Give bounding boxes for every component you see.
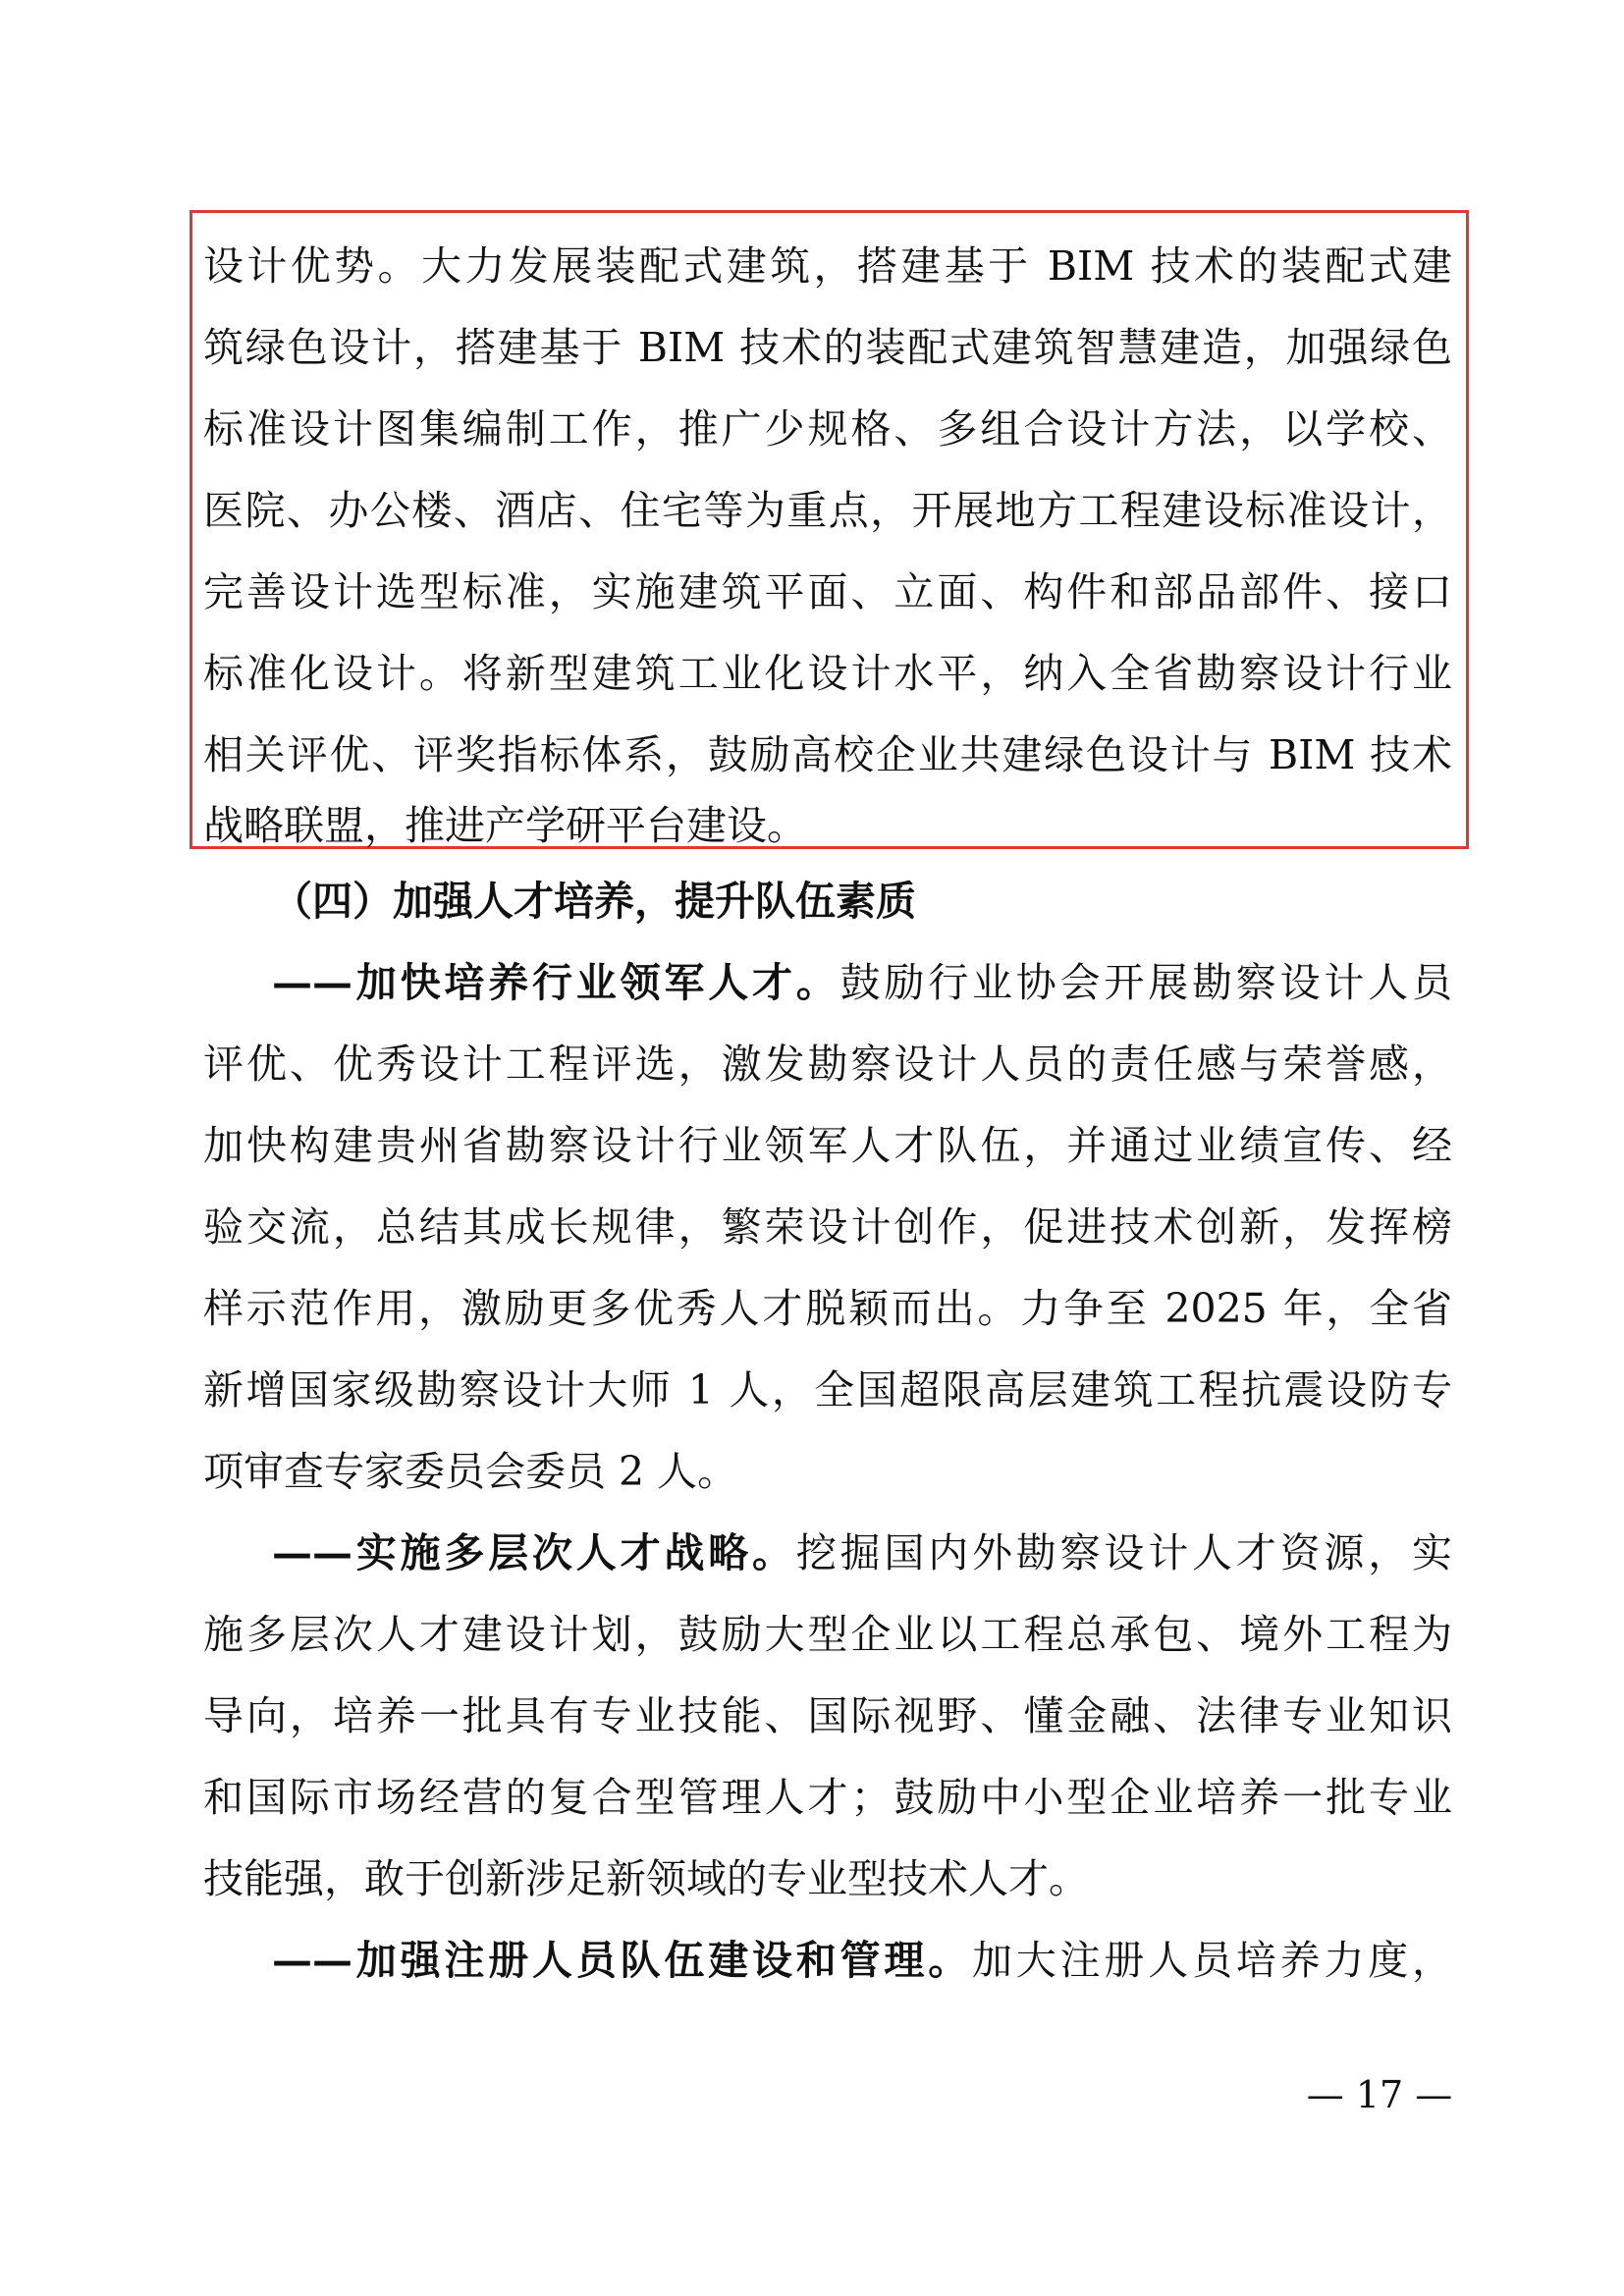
paragraph-first-line [272, 952, 1452, 1013]
highlighted-line: 医院、办公楼、酒店、住宅等为重点，开展地方工程建设标准设计， [203, 487, 1452, 534]
highlighted-line: 完善设计选型标准，实施建筑平面、立面、构件和部品部件、接口 [203, 568, 1452, 615]
highlighted-line: 相关评优、评奖指标体系，鼓励高校企业共建绿色设计与 BIM 技术 [203, 731, 1452, 778]
paragraph-line: 评优、优秀设计工程评选，激发勘察设计人员的责任感与荣誉感， [203, 1041, 1452, 1088]
paragraph-first-line [272, 1522, 1452, 1583]
paragraph-line: 施多层次人才建设计划，鼓励大型企业以工程总承包、境外工程为 [203, 1611, 1452, 1658]
paragraph-line: 加快构建贵州省勘察设计行业领军人才队伍，并通过业绩宣传、经 [203, 1122, 1452, 1169]
paragraph-line: 样示范作用，激励更多优秀人才脱颖而出。力争至 2025 年，全省 [203, 1285, 1452, 1332]
paragraph-line: 验交流，总结其成长规律，繁荣设计创作，促进技术创新，发挥榜 [203, 1203, 1452, 1251]
highlighted-line: 标准设计图集编制工作，推广少规格、多组合设计方法，以学校、 [203, 405, 1452, 453]
highlighted-line: 筑绿色设计，搭建基于 BIM 技术的装配式建筑智慧建造，加强绿色 [203, 324, 1452, 371]
paragraph-text: 挖掘国内外勘察设计人才资源，实 [795, 1529, 1453, 1576]
page-number: — 17 — [1306, 2073, 1453, 2116]
paragraph-line: 导向，培养一批具有专业技能、国际视野、懂金融、法律专业知识 [203, 1692, 1452, 1739]
paragraph-line: 和国际市场经营的复合型管理人才；鼓励中小型企业培养一批专业 [203, 1774, 1452, 1821]
paragraph-lead: ——加快培养行业领军人才。 [272, 959, 840, 1006]
paragraph-text: 加大注册人员培养力度， [972, 1937, 1452, 1984]
paragraph-line: 项审查专家委员会委员 2 人。 [203, 1448, 738, 1495]
paragraph-lead: ——加强注册人员队伍建设和管理。 [272, 1937, 972, 1984]
section-heading: （四）加强人才培养，提升队伍素质 [272, 878, 916, 925]
paragraph-lead: ——实施多层次人才战略。 [272, 1529, 796, 1576]
highlighted-line: 标准化设计。将新型建筑工业化设计水平，纳入全省勘察设计行业 [203, 650, 1452, 697]
highlighted-line: 设计优势。大力发展装配式建筑，搭建基于 BIM 技术的装配式建 [203, 242, 1452, 290]
paragraph-line: 技能强，敢于创新涉足新领域的专业型技术人才。 [203, 1855, 1089, 1902]
highlighted-line: 战略联盟，推进产学研平台建设。 [203, 802, 807, 849]
paragraph-text: 鼓励行业协会开展勘察设计人员 [839, 959, 1453, 1006]
paragraph-line: 新增国家级勘察设计大师 1 人，全国超限高层建筑工程抗震设防专 [203, 1366, 1452, 1414]
paragraph-first-line [272, 1930, 1452, 1991]
